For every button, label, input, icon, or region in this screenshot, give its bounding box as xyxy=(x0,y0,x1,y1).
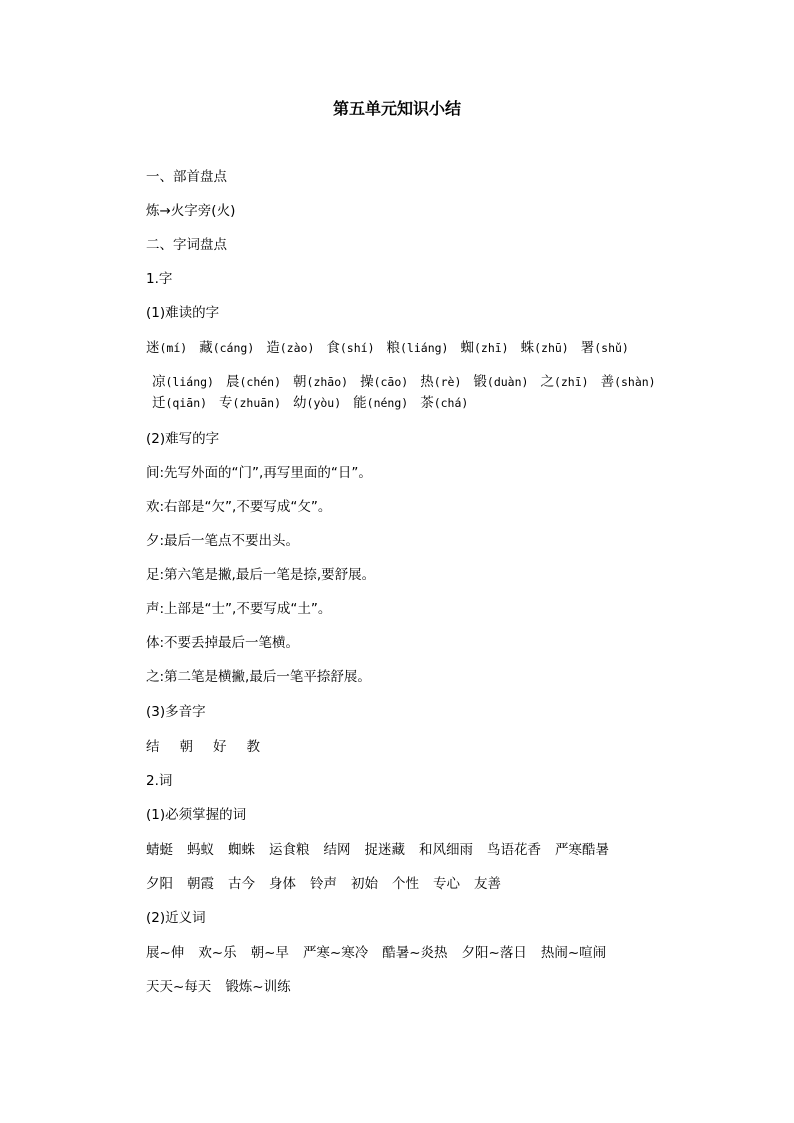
word-item: 初始 xyxy=(351,876,378,892)
pinyin-character: 茶(chá) xyxy=(420,395,469,411)
word-item: 和风细雨 xyxy=(419,842,473,858)
word-item: 专心 xyxy=(433,876,460,892)
word-item: 锻炼~训练 xyxy=(225,979,291,995)
word-item: 蜻蜓 xyxy=(146,842,173,858)
word-item: 天天~每天 xyxy=(146,979,212,995)
pinyin-character: 朝(zhāo) xyxy=(293,374,349,390)
word-item: 结网 xyxy=(323,842,351,858)
word-item: 教 xyxy=(246,739,260,755)
word-item: 欢~乐 xyxy=(198,945,237,961)
subheading-hard-read: (1)难读的字 xyxy=(146,305,220,321)
synonym-row-2 xyxy=(146,978,305,996)
subheading-characters: 1.字 xyxy=(146,271,173,287)
word-item: 朝~早 xyxy=(250,945,289,961)
word-item: 蜘蛛 xyxy=(228,842,255,858)
word-item: 个性 xyxy=(392,876,419,892)
hard-read-row-1 xyxy=(146,339,629,357)
hard-write-item: 欢:右部是“欠”,不要写成“攵”。 xyxy=(146,499,332,515)
hard-write-item: 足:第六笔是撇,最后一笔是捺,要舒展。 xyxy=(146,567,376,583)
word-item: 运食粮 xyxy=(269,842,310,858)
hard-read-row-3 xyxy=(152,394,468,412)
word-item: 展~伸 xyxy=(146,945,185,961)
pinyin-character: 粮(liáng) xyxy=(386,340,449,356)
word-item: 夕阳 xyxy=(146,876,173,892)
subheading-hard-write: (2)难写的字 xyxy=(146,431,220,447)
pinyin-character: 操(cāo) xyxy=(360,374,409,390)
word-item: 古今 xyxy=(228,876,255,892)
pinyin-character: 幼(yòu) xyxy=(293,395,342,411)
word-item: 鸟语花香 xyxy=(487,842,541,858)
must-know-row-1 xyxy=(146,841,623,859)
word-item: 捉迷藏 xyxy=(364,842,405,858)
word-item: 朝霞 xyxy=(187,876,214,892)
word-item: 严寒酷暑 xyxy=(555,842,609,858)
pinyin-character: 能(néng) xyxy=(353,395,409,411)
pinyin-character: 蛛(zhū) xyxy=(520,340,569,356)
pinyin-character: 之(zhī) xyxy=(540,374,589,390)
radical-line: 炼→火字旁(火) xyxy=(146,203,236,219)
pinyin-character: 迁(qiān) xyxy=(152,395,208,411)
pinyin-character: 藏(cáng) xyxy=(199,340,255,356)
pinyin-character: 造(zào) xyxy=(266,340,315,356)
pinyin-character: 食(shí) xyxy=(326,340,375,356)
hard-read-row-2 xyxy=(152,373,656,391)
word-item: 友善 xyxy=(474,876,501,892)
must-know-row-2 xyxy=(146,875,515,893)
section-heading-radicals: 一、部首盘点 xyxy=(146,169,227,185)
word-item: 夕阳~落日 xyxy=(461,945,527,961)
hard-write-item: 声:上部是“士”,不要写成“土”。 xyxy=(146,601,332,617)
subheading-polyphonic: (3)多音字 xyxy=(146,704,206,720)
word-item: 好 xyxy=(213,739,227,755)
word-item: 蚂蚁 xyxy=(187,842,214,858)
pinyin-character: 晨(chén) xyxy=(225,374,282,390)
word-item: 热闹~喧闹 xyxy=(540,945,607,961)
word-item: 铃声 xyxy=(310,876,337,892)
hard-write-item: 间:先写外面的“门”,再写里面的“日”。 xyxy=(146,465,372,481)
pinyin-character: 热(rè) xyxy=(420,374,462,390)
word-item: 严寒~寒冷 xyxy=(302,945,369,961)
subheading-words: 2.词 xyxy=(146,773,173,789)
pinyin-character: 凉(liáng) xyxy=(152,374,214,390)
subheading-synonyms: (2)近义词 xyxy=(146,910,206,926)
word-item: 朝 xyxy=(179,739,193,755)
pinyin-character: 专(zhuān) xyxy=(219,395,282,411)
polyphonic-row xyxy=(146,738,280,756)
page-title: 第五单元知识小结 xyxy=(332,99,461,118)
word-item: 酷暑~炎热 xyxy=(382,945,448,961)
word-item: 身体 xyxy=(269,876,296,892)
pinyin-character: 迷(mí) xyxy=(146,340,188,356)
pinyin-character: 署(shǔ) xyxy=(580,340,629,356)
word-item: 结 xyxy=(146,739,160,755)
hard-write-item: 体:不要丢掉最后一笔横。 xyxy=(146,635,300,651)
hard-write-item: 之:第二笔是横撇,最后一笔平捺舒展。 xyxy=(146,669,371,685)
pinyin-character: 蜘(zhī) xyxy=(460,340,509,356)
hard-write-item: 夕:最后一笔点不要出头。 xyxy=(146,533,300,549)
subheading-must-know: (1)必须掌握的词 xyxy=(146,807,247,823)
pinyin-character: 善(shàn) xyxy=(600,374,656,390)
section-heading-words: 二、字词盘点 xyxy=(146,237,227,253)
synonym-row-1 xyxy=(146,944,620,962)
pinyin-character: 锻(duàn) xyxy=(473,374,529,390)
